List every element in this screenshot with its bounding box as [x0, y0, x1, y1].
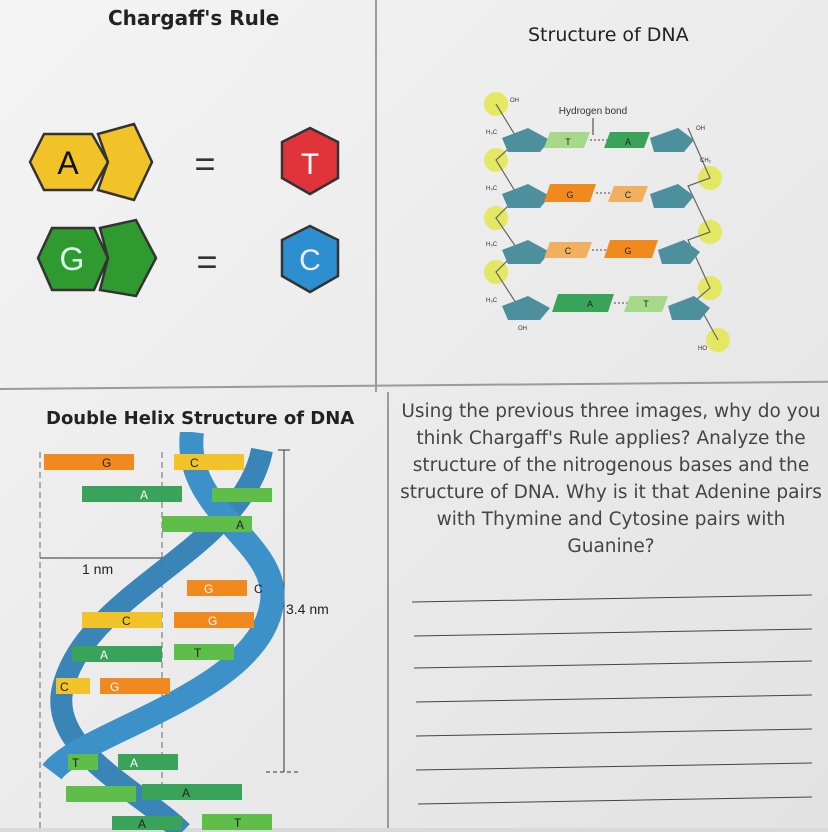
svg-text:A: A	[138, 817, 147, 831]
width-label: 1 nm	[82, 561, 114, 577]
svg-text:H₃C: H₃C	[486, 186, 498, 192]
answer-line-5[interactable]	[416, 729, 812, 737]
svg-text:C: C	[60, 680, 69, 694]
svg-text:C: C	[254, 582, 263, 596]
svg-text:T: T	[565, 137, 571, 147]
guanine-molecule	[38, 220, 156, 296]
guanine-letter: G	[59, 241, 85, 277]
svg-text:H₃C: H₃C	[486, 298, 498, 304]
svg-text:OH: OH	[696, 126, 705, 132]
svg-text:HO: HO	[698, 346, 707, 352]
right-phosphates	[698, 166, 730, 352]
chargaff-title: Chargaff's Rule	[108, 6, 280, 30]
question-text	[398, 398, 824, 560]
svg-text:A: A	[624, 137, 632, 147]
svg-text:H₃C: H₃C	[486, 242, 498, 248]
svg-text:G: G	[110, 680, 120, 694]
equals-sign-2: =	[196, 241, 218, 282]
svg-text:A: A	[100, 648, 109, 662]
hydrogen-bond-label: Hydrogen bond	[558, 106, 628, 117]
vertical-divider-bottom	[387, 392, 389, 828]
question-line-5: with Thymine and Cytosine pairs with	[436, 509, 786, 530]
svg-text:C: C	[190, 456, 199, 470]
svg-text:A: A	[236, 518, 245, 532]
svg-text:T: T	[234, 816, 242, 830]
svg-text:OH: OH	[518, 326, 527, 332]
svg-text:G: G	[624, 246, 632, 256]
question-line-2: think Chargaff's Rule applies? Analyze the	[416, 428, 806, 449]
question-line-1: Using the previous three images, why do you	[401, 401, 821, 422]
svg-text:OH: OH	[510, 98, 519, 104]
question-line-6: Guanine?	[567, 536, 655, 557]
adenine-molecule	[30, 124, 152, 200]
dna-structure-diagram	[378, 0, 828, 390]
svg-text:CH₂: CH₂	[700, 158, 711, 164]
svg-text:C: C	[122, 614, 131, 628]
thymine-molecule	[282, 128, 338, 194]
question-line-3: structure of the nitrogenous bases and the	[412, 455, 810, 476]
svg-text:T: T	[643, 299, 649, 309]
vertical-divider-top	[375, 0, 377, 392]
thymine-letter: T	[300, 148, 320, 181]
svg-text:G: G	[566, 190, 574, 200]
svg-text:G: G	[102, 456, 112, 470]
double-helix-diagram	[22, 432, 382, 832]
answer-line-7[interactable]	[418, 797, 812, 805]
structure-title: Structure of DNA	[528, 24, 689, 46]
cytosine-molecule	[282, 226, 338, 292]
svg-text:A: A	[586, 299, 594, 309]
helix-title: Double Helix Structure of DNA	[46, 408, 355, 429]
question-line-4: structure of DNA. Why is it that Adenine pairs	[400, 482, 822, 503]
rung-4	[502, 294, 710, 320]
answer-line-6[interactable]	[416, 763, 812, 771]
svg-text:A: A	[182, 786, 191, 800]
rung-3	[502, 240, 700, 264]
height-label: 3.4 nm	[286, 601, 329, 617]
equals-sign-1: =	[194, 143, 216, 184]
svg-text:G: G	[208, 614, 218, 628]
answer-line-3[interactable]	[414, 661, 812, 669]
rung-1	[502, 128, 694, 152]
svg-text:G: G	[204, 582, 214, 596]
cytosine-letter: C	[299, 244, 321, 277]
svg-text:C: C	[624, 190, 632, 200]
svg-text:T: T	[72, 756, 80, 770]
chargaff-diagram	[0, 0, 375, 380]
answer-line-1[interactable]	[412, 595, 812, 603]
answer-line-2[interactable]	[414, 629, 812, 637]
svg-text:T: T	[194, 646, 202, 660]
svg-text:A: A	[130, 756, 139, 770]
answer-line-4[interactable]	[416, 695, 812, 703]
adenine-letter: A	[57, 145, 79, 181]
svg-text:C: C	[564, 246, 572, 256]
rung-2	[502, 184, 694, 208]
svg-text:H₃C: H₃C	[486, 130, 498, 136]
svg-text:A: A	[140, 488, 149, 502]
